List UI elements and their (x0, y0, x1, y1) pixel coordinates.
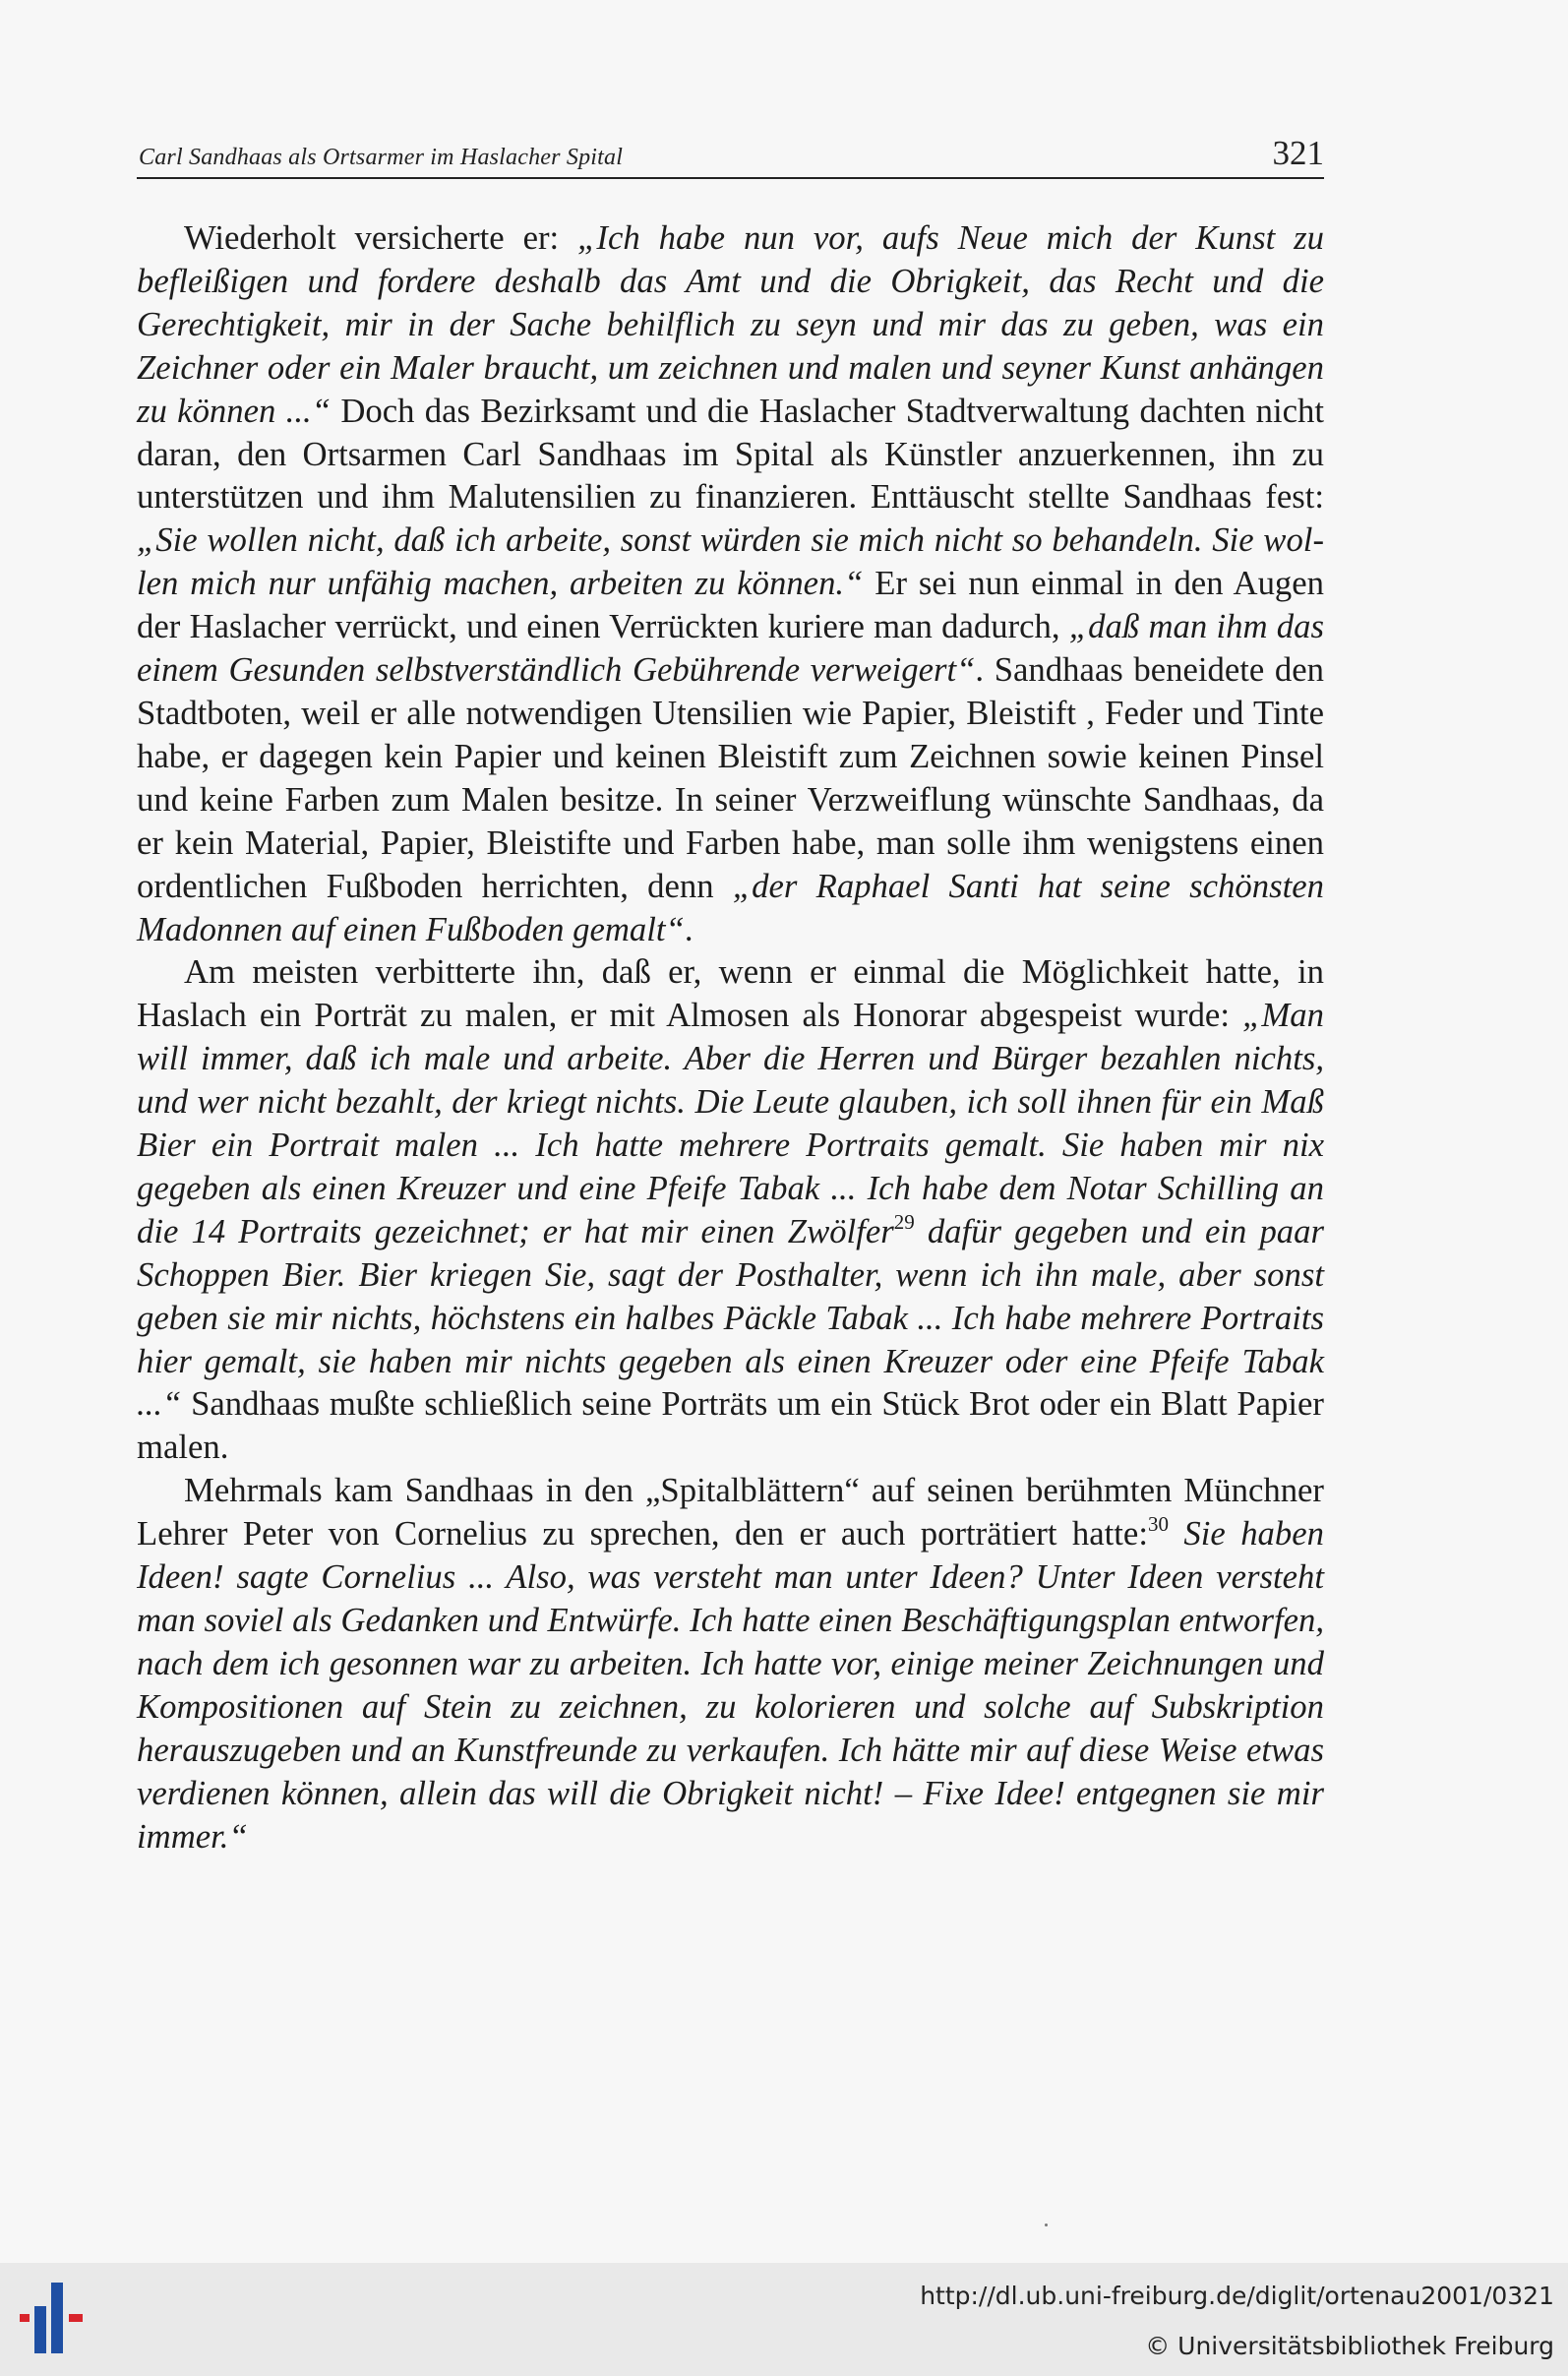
paragraph-1-text: . (684, 909, 694, 948)
quote-sandhaas-portraits: „Man will immer, daß ich male und arbeite. Aber die Herren und Bürger bezahlen nichts, und wer nicht bezahlt, der kriegt nichts. Die Leute glauben, ich soll ihnen für ein Maß Bier ein Portrait malen ... Ich hatte mehrere Portraits gemalt. Sie haben mir nix gegeben als einen Kreuzer und eine Pfeife Tabak ... Ich habe dem Notar Schilling an die 14 Portraits gezeichnet; er hat mir einen Zwölfer (137, 996, 1324, 1250)
quote-sandhaas: „Ich habe nun vor, aufs Neue mich der Kunst zu befleißigen und fordere deshalb das Amt und die Obrigkeit, das Recht und die Gerechtigkeit, mir in der Sache behilflich zu seyn und mir das zu geben, was ein Zeichner oder ein Maler braucht, um zeichnen und malen und seyner Kunst anhängen zu können ...“ (137, 218, 1324, 430)
paragraph-3 (137, 1469, 1324, 1858)
quote-sandhaas: „der Raphael Santi hat seine schönsten Madonnen auf einen Fußboden gemalt“ (137, 866, 1324, 948)
paragraph-1-text: Er sei nun einmal in den Augen der Haslacher verrückt, und einen Verrückten kuriere man dadurch, (137, 564, 1324, 646)
page-number: 321 (1272, 134, 1324, 172)
quote-sandhaas-portraits-cont: dafür gegeben und ein paar Schoppen Bier. Bier kriegen Sie, sagt der Posthalter, wenn ich ihn male, aber sonst geben sie mir nichts, höchstens ein halbes Päckle Tabak ... Ich habe mehrere Portraits hier gemalt, sie haben mir nichts gegeben als einen Kreuzer oder eine Pfeife Tabak ...“ (137, 1211, 1324, 1424)
paragraph-2-text: Am meisten verbitterte ihn, daß er, wenn er einmal die Möglichkeit hatte, in Haslach ein Porträt zu malen, er mit Almosen als Honorar abgespeist wurde: (137, 952, 1324, 1035)
paragraph-1-text: Wiederholt versicherte er: (184, 218, 578, 257)
paragraph-1 (137, 216, 1324, 950)
footnote-ref-29: 29 (893, 1209, 915, 1234)
copyright-notice: © Universitätsbibliothek Freiburg (1145, 2332, 1554, 2360)
paragraph-1-text: Doch das Bezirksamt und die Haslacher Stadtverwaltung dachten nicht daran, den Ortsarmen Carl Sandhaas im Spital als Künstler anzuerkennen, ihn zu unterstützen und ihm Malutensilien zu finanzieren. Enttäuscht stellte Sandhaas fest: (137, 391, 1325, 517)
paragraph-3-text: Mehrmals kam Sandhaas in den „Spitalblättern“ auf seinen berühmten Münchner Lehrer Peter von Cornelius zu sprechen, den er auch porträtiert hatte: (137, 1471, 1324, 1554)
running-title: Carl Sandhaas als Ortsarmer im Haslacher Spital (139, 145, 624, 170)
ub-freiburg-logo-icon (20, 2283, 100, 2353)
paragraph-1-text: . Sandhaas beneidete den Stadtboten, weil er alle notwendigen Utensilien wie Papier, Bleistift , Feder und Tinte habe, er dagegen kein Papier und keinen Bleistift zum Zeichnen sowie keinen Pinsel und keine Farben zum Malen besitze. In seiner Verzweiflung wünschte Sandhaas, da er kein Material, Papier, Bleistifte und Farben habe, man solle ihm wenigstens einen ordentlichen Fußboden herrichten, denn (137, 650, 1324, 905)
scan-speck (1045, 2224, 1048, 2226)
quote-cornelius: Sie haben Ideen! sagte Cornelius ... Also, was versteht man unter Ideen? Unter Ideen versteht man soviel als Gedanken und Entwürfe. Ich hatte einen Beschäftigungsplan entworfen, nach dem ich gesonnen war zu arbeiten. Ich hatte vor, einige meiner Zeichnungen und Kompositionen auf Stein zu zeichnen, zu kolorieren und solche auf Subskription herauszugeben und an Kunstfreunde zu verkaufen. Ich hätte mir auf diese Weise etwas verdienen können, allein das will die Obrigkeit nicht! – Fixe Idee! entgegnen sie mir immer.“ (137, 1514, 1324, 1856)
quote-sandhaas: „daß man ihm das einem Gesunden selbstverständlich Gebührende verweigert“ (137, 607, 1324, 690)
viewer-footer (0, 2263, 1568, 2376)
source-url-link[interactable]: http://dl.ub.uni-freiburg.de/diglit/ortenau2001/0321 (920, 2282, 1554, 2310)
running-head (137, 126, 1324, 179)
quote-sandhaas: „Sie wollen nicht, daß ich arbeite, sonst würden sie mich nicht so behandeln. Sie wollen mich nur unfähig machen, arbeiten zu können.“ (137, 520, 1324, 603)
body-text (137, 216, 1324, 1858)
paragraph-2-tail: Sandhaas mußte schließlich seine Porträts um ein Stück Brot oder ein Blatt Papier malen. (137, 1384, 1324, 1467)
footnote-ref-30: 30 (1147, 1512, 1169, 1537)
paragraph-2 (137, 950, 1324, 1469)
